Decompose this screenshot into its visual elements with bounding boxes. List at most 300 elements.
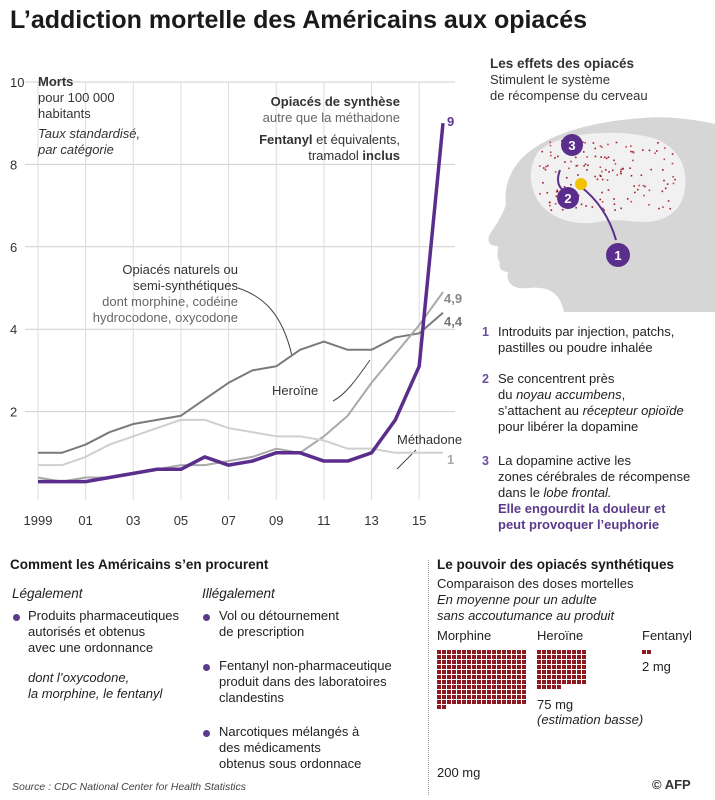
fentanyl-dose: 2 mg (642, 659, 671, 674)
dose-unit (482, 655, 486, 659)
brain-speck (545, 166, 547, 168)
brain-speck (583, 151, 585, 153)
dose-unit (452, 685, 456, 689)
dose-unit (512, 685, 516, 689)
dose-unit (482, 695, 486, 699)
dose-unit (462, 695, 466, 699)
brain-speck (625, 146, 627, 148)
dose-unit (502, 690, 506, 694)
brain-speck (600, 166, 602, 168)
nucleus-accumbens-dot (575, 178, 587, 190)
brain-speck (673, 183, 675, 185)
heroin-label: Heroïne (537, 628, 584, 643)
dose-unit (517, 660, 521, 664)
morphine-label: Morphine (437, 628, 492, 643)
step-3-text (498, 453, 690, 533)
dose-unit (447, 695, 451, 699)
brain-speck (586, 156, 588, 158)
dose-unit (567, 655, 571, 659)
dose-unit (642, 650, 646, 654)
dose-unit (447, 655, 451, 659)
dose-unit (457, 655, 461, 659)
legal-item-line-1: Produits pharmaceutiques (28, 608, 180, 623)
dose-unit (507, 680, 511, 684)
brain-speck (642, 149, 644, 151)
brain-speck (585, 163, 587, 165)
dose-unit (572, 665, 576, 669)
dose-unit (442, 690, 446, 694)
dose-unit (487, 685, 491, 689)
dose-unit (477, 695, 481, 699)
dose-unit (442, 665, 446, 669)
dose-unit (492, 680, 496, 684)
dose-unit (517, 680, 521, 684)
brain-speck (601, 146, 603, 148)
dose-unit (462, 680, 466, 684)
dose-unit (477, 690, 481, 694)
afp-credit: © AFP (652, 777, 691, 792)
illegal-bullet-1 (203, 614, 210, 621)
illegal-item-3-line-2: des médicaments (219, 740, 321, 755)
illegal-bullet-3 (203, 730, 210, 737)
dose-unit (457, 660, 461, 664)
brain-speck (620, 171, 622, 173)
dose-unit (507, 675, 511, 679)
dose-unit (467, 650, 471, 654)
dose-unit (452, 670, 456, 674)
brain-speck (541, 151, 543, 153)
dose-unit (457, 680, 461, 684)
brain-speck (674, 179, 676, 181)
dose-unit (502, 695, 506, 699)
dose-unit (467, 695, 471, 699)
dose-unit (542, 660, 546, 664)
dose-unit (507, 650, 511, 654)
dose-unit (497, 695, 501, 699)
brain-speck (562, 209, 564, 211)
brain-speck (539, 193, 541, 195)
brain-speck (663, 180, 665, 182)
brain-speck (662, 191, 664, 193)
fentanyl-label: Fentanyl (642, 628, 692, 643)
dose-unit (557, 670, 561, 674)
brain-speck (550, 145, 552, 147)
dose-unit (557, 665, 561, 669)
dose-unit (552, 650, 556, 654)
dose-unit (507, 690, 511, 694)
illegal-item-2-line-2: produit dans des laboratoires (219, 674, 387, 689)
dose-unit (542, 685, 546, 689)
natural-label-4: hydrocodone, oxycodone (92, 310, 238, 325)
dose-unit (507, 685, 511, 689)
dose-unit (442, 675, 446, 679)
dose-unit (457, 700, 461, 704)
illegal-item-2 (219, 658, 392, 706)
dose-unit (567, 675, 571, 679)
dose-unit (462, 655, 466, 659)
brain-speck (633, 152, 635, 154)
x-tick-label: 1999 (23, 513, 53, 528)
dose-unit (557, 655, 561, 659)
dose-unit (437, 685, 441, 689)
brain-speck (643, 185, 645, 187)
power-subtitle (437, 576, 634, 624)
dose-unit (472, 675, 476, 679)
dose-unit (467, 685, 471, 689)
brain-speck (608, 171, 610, 173)
marker-3-text: 3 (568, 138, 576, 153)
power-sub-3: sans accoutumance au produit (437, 608, 615, 623)
dose-unit (547, 665, 551, 669)
dose-unit (472, 700, 476, 704)
brain-speck (599, 199, 601, 201)
brain-speck (672, 176, 674, 178)
brain-speck (604, 157, 606, 159)
dose-unit (457, 685, 461, 689)
step-1-number: 1 (482, 325, 489, 339)
dose-unit (462, 670, 466, 674)
dose-unit (502, 680, 506, 684)
dose-unit (477, 660, 481, 664)
dose-unit (552, 680, 556, 684)
dose-unit (542, 655, 546, 659)
marker-1-text: 1 (614, 248, 622, 263)
brain-speck (607, 144, 609, 146)
dose-unit (557, 685, 561, 689)
dose-unit (472, 665, 476, 669)
step-3-line-4: Elle engourdit la douleur et (498, 501, 666, 516)
synthetic-subtitle: autre que la méthadone (262, 110, 400, 125)
step-3-line-3a: dans le (498, 485, 544, 500)
brain-speck (606, 158, 608, 160)
dose-unit (462, 700, 466, 704)
y-tick-label: 10 (10, 75, 25, 90)
step-2-number: 2 (482, 372, 489, 386)
brain-speck (592, 206, 594, 208)
dose-unit (442, 700, 446, 704)
dose-unit (482, 670, 486, 674)
dose-unit (437, 660, 441, 664)
dose-unit (537, 680, 541, 684)
dose-unit (517, 675, 521, 679)
brain-speck (600, 145, 602, 147)
dose-unit (437, 695, 441, 699)
fentanyl-dose-dots (642, 650, 662, 655)
leader-line (238, 288, 292, 356)
brain-speck (577, 174, 579, 176)
illegal-item-2-line-3: clandestins (219, 690, 285, 705)
dose-unit (497, 680, 501, 684)
dose-unit (437, 675, 441, 679)
brain-speck (605, 169, 607, 171)
dose-unit (487, 670, 491, 674)
step-3-line-5: peut provoquer l’euphorie (498, 517, 660, 532)
legal-title: Légalement (12, 586, 83, 601)
dose-unit (497, 685, 501, 689)
dose-unit (462, 665, 466, 669)
dose-unit (477, 685, 481, 689)
dose-unit (472, 670, 476, 674)
dose-unit (572, 675, 576, 679)
dose-unit (537, 675, 541, 679)
dose-unit (487, 675, 491, 679)
brain-speck (667, 183, 669, 185)
dose-unit (517, 670, 521, 674)
dose-unit (442, 695, 446, 699)
brain-speck (648, 204, 650, 206)
brain-speck (643, 195, 645, 197)
dose-unit (497, 655, 501, 659)
dose-unit (457, 650, 461, 654)
dose-unit (482, 680, 486, 684)
illegal-item-1-line-1: Vol ou détournement (219, 608, 339, 623)
brain-speck (543, 167, 545, 169)
dose-unit (512, 675, 516, 679)
brain-speck (568, 168, 570, 170)
dose-unit (512, 660, 516, 664)
x-tick-label: 13 (364, 513, 379, 528)
brain-speck (658, 208, 660, 210)
brain-speck (549, 202, 551, 204)
dose-unit (462, 685, 466, 689)
dose-unit (557, 650, 561, 654)
brain-speck (556, 190, 558, 192)
dose-unit (577, 650, 581, 654)
brain-speck (549, 141, 551, 143)
dose-unit (477, 655, 481, 659)
step-2-line-2b: noyau accumbens (516, 387, 622, 402)
brain-speck (602, 201, 604, 203)
y-tick-label: 2 (10, 404, 18, 420)
dose-unit (457, 675, 461, 679)
dose-unit (502, 675, 506, 679)
x-tick-label: 01 (78, 513, 93, 528)
dose-unit (512, 700, 516, 704)
dose-unit (492, 675, 496, 679)
brain-speck (662, 206, 664, 208)
dose-unit (552, 655, 556, 659)
dose-unit (472, 685, 476, 689)
dose-unit (572, 660, 576, 664)
power-sub-1: Comparaison des doses mortelles (437, 576, 634, 591)
dose-unit (567, 670, 571, 674)
natural-label-2: semi-synthétiques (133, 278, 238, 293)
dose-unit (547, 650, 551, 654)
dose-unit (502, 655, 506, 659)
brain-speck (555, 203, 557, 205)
dose-unit (452, 675, 456, 679)
illegal-item-2-line-1: Fentanyl non-pharmaceutique (219, 658, 392, 673)
dose-unit (522, 695, 526, 699)
dose-unit (512, 695, 516, 699)
dose-unit (537, 650, 541, 654)
dose-unit (487, 680, 491, 684)
y-tick-label: 4 (10, 322, 18, 338)
illegal-item-1 (219, 608, 339, 640)
dose-unit (442, 660, 446, 664)
natural-end-label: 4,4 (444, 314, 463, 329)
brain-speck (608, 156, 610, 158)
dose-unit (482, 700, 486, 704)
brain-speck (627, 198, 629, 200)
brain-speck (545, 169, 547, 171)
step-2-line-1: Se concentrent près (498, 371, 615, 386)
natural-label-3: dont morphine, codéine (102, 294, 238, 309)
illegal-item-3-line-3: obtenus sous ordonnace (219, 756, 362, 771)
dose-unit (467, 670, 471, 674)
inclus-label: inclus (362, 148, 400, 163)
brain-speck (587, 165, 589, 167)
dose-unit (437, 700, 441, 704)
brain-speck (575, 207, 577, 209)
dose-unit (497, 650, 501, 654)
dose-unit (492, 700, 496, 704)
series-line-1 (38, 313, 443, 453)
dose-unit (442, 650, 446, 654)
illegal-title: Illégalement (202, 586, 275, 601)
brain-speck (599, 175, 601, 177)
illegal-bullet-2 (203, 664, 210, 671)
x-tick-label: 09 (269, 513, 284, 528)
dose-unit (487, 665, 491, 669)
dose-unit (437, 665, 441, 669)
dose-unit (522, 675, 526, 679)
brain-speck (616, 142, 618, 144)
brain-speck (654, 152, 656, 154)
illegal-item-3 (219, 724, 361, 772)
dose-unit (512, 670, 516, 674)
dose-unit (442, 685, 446, 689)
dose-unit (472, 695, 476, 699)
dose-unit (552, 675, 556, 679)
dose-unit (517, 650, 521, 654)
tramadol-label: tramadol (308, 148, 363, 163)
y-tick-label: 8 (10, 157, 18, 173)
dose-unit (457, 690, 461, 694)
dose-unit (467, 655, 471, 659)
dose-unit (462, 650, 466, 654)
dose-unit (487, 660, 491, 664)
illegal-item-1-line-2: de prescription (219, 624, 305, 639)
brain-speck (637, 189, 639, 191)
step-2-line-3b: récepteur opioïde (582, 403, 684, 418)
brain-speck (620, 173, 622, 175)
brain-speck (632, 160, 634, 162)
dose-unit (577, 680, 581, 684)
brain-speck (672, 163, 674, 165)
x-tick-label: 03 (126, 513, 141, 528)
brain-speck (594, 176, 596, 178)
dose-unit (452, 655, 456, 659)
dose-unit (437, 680, 441, 684)
dose-unit (447, 690, 451, 694)
dose-unit (562, 675, 566, 679)
legal-item-line-2: autorisés et obtenus (28, 624, 146, 639)
step-2-line-2c: , (621, 387, 626, 402)
dose-unit (522, 680, 526, 684)
dose-unit (442, 705, 446, 709)
dose-unit (492, 660, 496, 664)
dose-unit (447, 670, 451, 674)
dose-unit (557, 680, 561, 684)
dose-unit (482, 690, 486, 694)
dose-unit (462, 675, 466, 679)
dose-unit (457, 670, 461, 674)
dose-unit (487, 650, 491, 654)
dose-unit (537, 670, 541, 674)
dose-unit (477, 665, 481, 669)
dose-unit (447, 665, 451, 669)
dose-unit (507, 700, 511, 704)
dose-unit (517, 655, 521, 659)
dose-unit (522, 700, 526, 704)
step-2-line-2a: du (498, 387, 517, 402)
brain-speck (612, 170, 614, 172)
y-tick-label: 6 (10, 239, 18, 255)
brain-speck (613, 198, 615, 200)
brain-speck (664, 147, 666, 149)
brain-speck (614, 203, 616, 205)
brain-speck (621, 169, 623, 171)
dose-unit (512, 690, 516, 694)
dose-unit (507, 695, 511, 699)
step-3-line-1: La dopamine active les (498, 453, 631, 468)
fentanyl-label: Fentanyl (259, 132, 313, 147)
dose-unit (497, 700, 501, 704)
brain-illustration (468, 112, 715, 312)
brain-speck (668, 200, 670, 202)
dose-unit (517, 685, 521, 689)
dose-unit (462, 690, 466, 694)
dose-unit (437, 690, 441, 694)
dose-unit (467, 665, 471, 669)
dose-unit (562, 650, 566, 654)
dose-unit (577, 655, 581, 659)
dose-unit (492, 650, 496, 654)
synthetic-title: Opiacés de synthèse (270, 94, 400, 109)
dose-unit (497, 660, 501, 664)
illegal-item-3-line-1: Narcotiques mélangés à (219, 724, 360, 739)
dose-unit (557, 660, 561, 664)
dose-unit (482, 650, 486, 654)
dose-unit (572, 650, 576, 654)
dose-unit (562, 655, 566, 659)
brain-speck (555, 171, 557, 173)
dose-unit (567, 680, 571, 684)
power-title: Le pouvoir des opiacés synthétiques (437, 557, 675, 572)
marker-2-text: 2 (564, 191, 572, 206)
section-divider (428, 560, 429, 795)
dose-unit (487, 695, 491, 699)
dose-unit (522, 655, 526, 659)
dose-unit (472, 680, 476, 684)
dose-unit (552, 665, 556, 669)
brain-speck (551, 209, 553, 211)
brain-speck (602, 179, 604, 181)
dose-unit (522, 685, 526, 689)
heroin-series-label: Heroïne (272, 383, 319, 398)
dose-unit (452, 665, 456, 669)
brain-speck (542, 182, 544, 184)
natural-series-label (70, 262, 238, 326)
legal-item (28, 608, 179, 656)
brain-speck (570, 184, 572, 186)
dose-unit (562, 670, 566, 674)
brain-speck (597, 179, 599, 181)
effects-sub-1: Stimulent le système (490, 72, 610, 87)
dose-unit (452, 680, 456, 684)
brain-speck (585, 205, 587, 207)
